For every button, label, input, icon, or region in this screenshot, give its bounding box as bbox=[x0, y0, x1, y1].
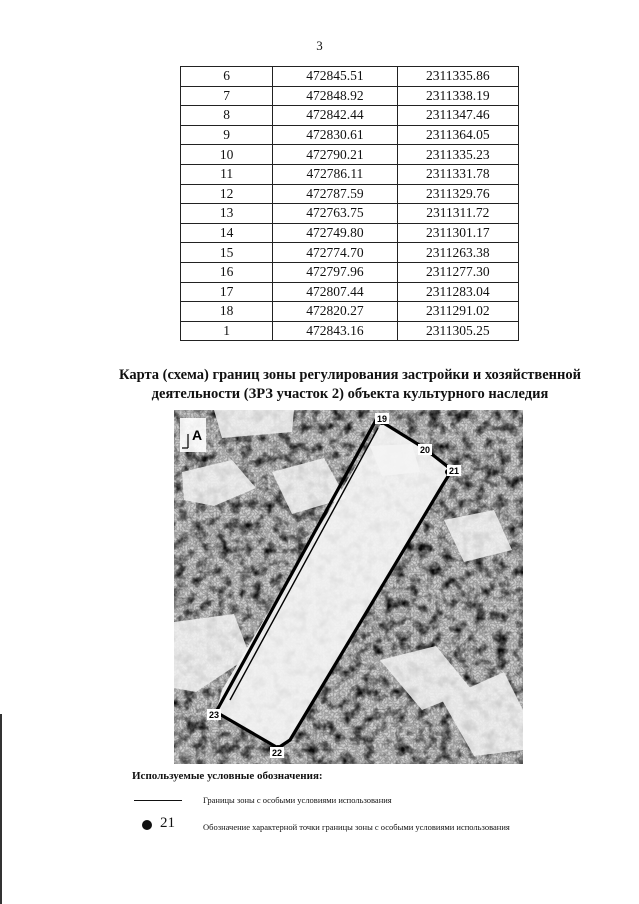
table-row bbox=[181, 67, 519, 87]
point-number-cell: 18 bbox=[181, 302, 273, 322]
north-arrow-icon bbox=[180, 418, 206, 452]
y-coordinate-cell: 2311335.23 bbox=[397, 145, 518, 165]
point-number-cell: 11 bbox=[181, 164, 273, 184]
table-row bbox=[181, 282, 519, 302]
scan-margin-line bbox=[0, 714, 2, 904]
table-row bbox=[181, 106, 519, 126]
x-coordinate-cell: 472797.96 bbox=[273, 262, 397, 282]
point-number-cell: 7 bbox=[181, 86, 273, 106]
point-number-cell: 8 bbox=[181, 106, 273, 126]
x-coordinate-cell: 472786.11 bbox=[273, 164, 397, 184]
table-row bbox=[181, 243, 519, 263]
y-coordinate-cell: 2311305.25 bbox=[397, 321, 518, 341]
legend-point-marker-icon bbox=[142, 820, 152, 830]
point-number-cell: 13 bbox=[181, 204, 273, 224]
x-coordinate-cell: 472790.21 bbox=[273, 145, 397, 165]
x-coordinate-cell: 472820.27 bbox=[273, 302, 397, 322]
y-coordinate-cell: 2311331.78 bbox=[397, 164, 518, 184]
x-coordinate-cell: 472845.51 bbox=[273, 67, 397, 87]
table-row bbox=[181, 204, 519, 224]
point-label-22: 22 bbox=[272, 748, 283, 758]
legend-heading: Используемые условные обозначения: bbox=[132, 770, 323, 782]
y-coordinate-cell: 2311335.86 bbox=[397, 67, 518, 87]
point-number-cell: 1 bbox=[181, 321, 273, 341]
x-coordinate-cell: 472843.16 bbox=[273, 321, 397, 341]
x-coordinate-cell: 472774.70 bbox=[273, 243, 397, 263]
x-coordinate-cell: 472830.61 bbox=[273, 125, 397, 145]
legend-point-text: Обозначение характерной точки границы зоны с особыми условиями использования bbox=[203, 822, 510, 832]
y-coordinate-cell: 2311338.19 bbox=[397, 86, 518, 106]
y-coordinate-cell: 2311277.30 bbox=[397, 262, 518, 282]
x-coordinate-cell: 472807.44 bbox=[273, 282, 397, 302]
table-row bbox=[181, 302, 519, 322]
legend-point-number: 21 bbox=[160, 815, 175, 831]
table-row bbox=[181, 86, 519, 106]
aerial-map-svg bbox=[174, 410, 523, 764]
table-row bbox=[181, 184, 519, 204]
map-title-line-2: деятельности (ЗРЗ участок 2) объекта культурного наследия bbox=[151, 386, 549, 402]
point-label-23: 23 bbox=[209, 710, 220, 720]
north-arrow-label: A bbox=[192, 427, 203, 443]
page-number: 3 bbox=[316, 38, 323, 53]
x-coordinate-cell: 472842.44 bbox=[273, 106, 397, 126]
map-title bbox=[80, 366, 620, 404]
y-coordinate-cell: 2311291.02 bbox=[397, 302, 518, 322]
legend-boundary-line-sample bbox=[134, 800, 182, 801]
point-number-cell: 9 bbox=[181, 125, 273, 145]
coordinates-table bbox=[180, 66, 519, 341]
point-number-cell: 15 bbox=[181, 243, 273, 263]
point-number-cell: 16 bbox=[181, 262, 273, 282]
y-coordinate-cell: 2311329.76 bbox=[397, 184, 518, 204]
y-coordinate-cell: 2311263.38 bbox=[397, 243, 518, 263]
y-coordinate-cell: 2311347.46 bbox=[397, 106, 518, 126]
table-row bbox=[181, 164, 519, 184]
point-label-20: 20 bbox=[420, 445, 431, 455]
x-coordinate-cell: 472848.92 bbox=[273, 86, 397, 106]
point-number-cell: 14 bbox=[181, 223, 273, 243]
y-coordinate-cell: 2311301.17 bbox=[397, 223, 518, 243]
point-label-19: 19 bbox=[377, 414, 388, 424]
table-row bbox=[181, 262, 519, 282]
point-label-21: 21 bbox=[449, 466, 460, 476]
point-number-cell: 6 bbox=[181, 67, 273, 87]
table-row bbox=[181, 223, 519, 243]
table-row bbox=[181, 125, 519, 145]
point-number-cell: 12 bbox=[181, 184, 273, 204]
x-coordinate-cell: 472787.59 bbox=[273, 184, 397, 204]
y-coordinate-cell: 2311364.05 bbox=[397, 125, 518, 145]
x-coordinate-cell: 472763.75 bbox=[273, 204, 397, 224]
y-coordinate-cell: 2311311.72 bbox=[397, 204, 518, 224]
legend-boundary-line-text: Границы зоны с особыми условиями использования bbox=[203, 795, 392, 805]
y-coordinate-cell: 2311283.04 bbox=[397, 282, 518, 302]
table-row bbox=[181, 321, 519, 341]
map-title-line-1: Карта (схема) границ зоны регулирования застройки и хозяйственной bbox=[119, 367, 581, 383]
point-number-cell: 17 bbox=[181, 282, 273, 302]
aerial-map bbox=[174, 410, 523, 764]
x-coordinate-cell: 472749.80 bbox=[273, 223, 397, 243]
table-row bbox=[181, 145, 519, 165]
point-number-cell: 10 bbox=[181, 145, 273, 165]
